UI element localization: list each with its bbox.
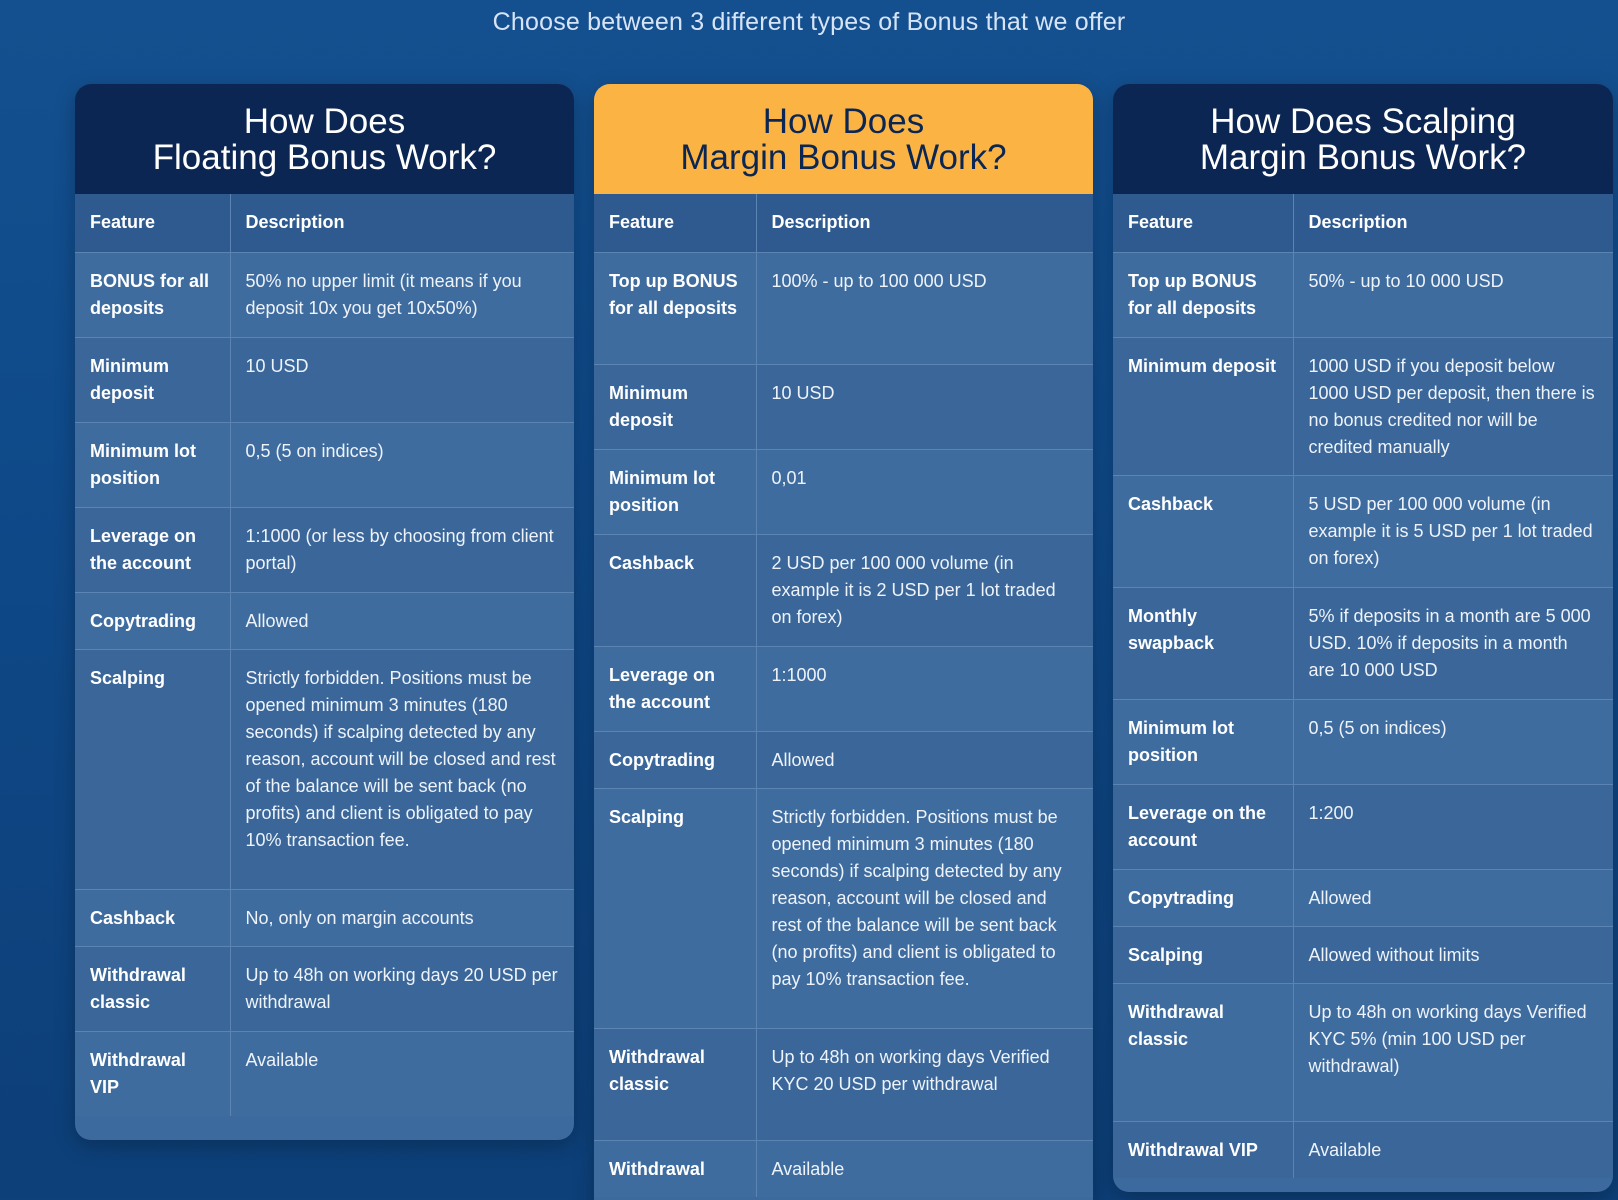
table-row	[594, 364, 1093, 449]
table-row	[75, 507, 574, 592]
scalping-margin-bonus-table	[1113, 194, 1613, 1178]
feature-cell: Top up BONUS for all deposits	[594, 252, 756, 364]
table-row	[75, 946, 574, 1031]
description-cell: 5 USD per 100 000 volume (in example it is 5 USD per 1 lot traded on forex)	[1293, 475, 1613, 587]
description-cell: 1:1000 (or less by choosing from client portal)	[230, 507, 574, 592]
floating-bonus-table	[75, 194, 574, 1116]
table-row	[1113, 475, 1613, 587]
description-cell: Allowed	[230, 592, 574, 649]
description-cell: 1:1000	[756, 646, 1093, 731]
feature-cell: Withdrawal VIP	[1113, 1121, 1293, 1178]
feature-column-header: Feature	[75, 194, 230, 252]
scalping-margin-bonus-card	[1113, 84, 1613, 1192]
description-cell: Up to 48h on working days Verified KYC 5% (min 100 USD per withdrawal)	[1293, 983, 1613, 1121]
description-cell: 5% if deposits in a month are 5 000 USD. 10% if deposits in a month are 10 000 USD	[1293, 587, 1613, 699]
feature-cell: Minimum lot position	[1113, 699, 1293, 784]
scalping-margin-bonus-title	[1113, 84, 1613, 194]
feature-cell: Scalping	[75, 649, 230, 889]
table-row	[1113, 784, 1613, 869]
table-row	[594, 731, 1093, 788]
title-line-2: Floating Bonus Work?	[152, 138, 497, 177]
feature-cell: Withdrawal VIP	[75, 1031, 230, 1116]
table-row	[594, 1028, 1093, 1140]
table-row	[75, 422, 574, 507]
table-row	[1113, 587, 1613, 699]
feature-cell: Minimum deposit	[75, 337, 230, 422]
table-row	[594, 788, 1093, 1028]
description-cell: No, only on margin accounts	[230, 889, 574, 946]
description-column-header: Description	[1293, 194, 1613, 252]
title-line-2: Margin Bonus Work?	[680, 138, 1007, 177]
description-cell: 1000 USD if you deposit below 1000 USD per deposit, then there is no bonus credited nor will be credited manually	[1293, 337, 1613, 475]
description-cell: 100% - up to 100 000 USD	[756, 252, 1093, 364]
table-row	[1113, 252, 1613, 337]
title-line-1: How Does	[243, 102, 406, 141]
table-header-row	[1113, 194, 1613, 252]
feature-column-header: Feature	[594, 194, 756, 252]
feature-cell: Withdrawal classic	[75, 946, 230, 1031]
table-row	[1113, 869, 1613, 926]
description-cell: 50% no upper limit (it means if you deposit 10x you get 10x50%)	[230, 252, 574, 337]
table-row	[1113, 926, 1613, 983]
description-cell: 50% - up to 10 000 USD	[1293, 252, 1613, 337]
description-cell: Available	[230, 1031, 574, 1116]
table-row	[1113, 699, 1613, 784]
table-row	[75, 649, 574, 889]
table-row	[594, 449, 1093, 534]
table-row	[75, 592, 574, 649]
title-line-1: How Does	[762, 102, 925, 141]
description-cell: Strictly forbidden. Positions must be opened minimum 3 minutes (180 seconds) if scalping detected by any reason, account will be closed and rest of the balance will be sent back (no profits) and client is obligated to pay 10% transaction fee.	[230, 649, 574, 889]
feature-cell: Minimum lot position	[594, 449, 756, 534]
table-row	[594, 534, 1093, 646]
description-cell: 10 USD	[756, 364, 1093, 449]
description-column-header: Description	[756, 194, 1093, 252]
description-cell: 0,01	[756, 449, 1093, 534]
table-header-row	[75, 194, 574, 252]
description-column-header: Description	[230, 194, 574, 252]
feature-cell: Copytrading	[75, 592, 230, 649]
description-cell: 0,5 (5 on indices)	[1293, 699, 1613, 784]
feature-cell: Leverage on the account	[75, 507, 230, 592]
feature-cell: Withdrawal classic	[594, 1028, 756, 1140]
description-cell: Allowed	[1293, 869, 1613, 926]
feature-cell: Scalping	[594, 788, 756, 1028]
table-row	[594, 252, 1093, 364]
description-cell: Strictly forbidden. Positions must be opened minimum 3 minutes (180 seconds) if scalping detected by any reason, account will be closed and rest of the balance will be sent back (no profits) and client is obligated to pay 10% transaction fee.	[756, 788, 1093, 1028]
description-cell: 2 USD per 100 000 volume (in example it is 2 USD per 1 lot traded on forex)	[756, 534, 1093, 646]
table-row	[594, 1140, 1093, 1197]
feature-cell: Copytrading	[594, 731, 756, 788]
margin-bonus-table	[594, 194, 1093, 1197]
margin-bonus-card	[594, 84, 1093, 1200]
feature-cell: Minimum deposit	[1113, 337, 1293, 475]
feature-cell: Top up BONUS for all deposits	[1113, 252, 1293, 337]
feature-cell: Withdrawal	[594, 1140, 756, 1197]
title-line-1: How Does Scalping	[1210, 102, 1516, 141]
margin-bonus-title	[594, 84, 1093, 194]
description-cell: Allowed without limits	[1293, 926, 1613, 983]
description-cell: Up to 48h on working days Verified KYC 20 USD per withdrawal	[756, 1028, 1093, 1140]
feature-cell: Leverage on the account	[1113, 784, 1293, 869]
feature-cell: Cashback	[75, 889, 230, 946]
feature-cell: BONUS for all deposits	[75, 252, 230, 337]
feature-cell: Copytrading	[1113, 869, 1293, 926]
feature-column-header: Feature	[1113, 194, 1293, 252]
title-line-2: Margin Bonus Work?	[1199, 138, 1527, 177]
page-subtitle: Choose between 3 different types of Bonus that we offer	[492, 8, 1126, 36]
feature-cell: Minimum deposit	[594, 364, 756, 449]
feature-cell: Monthly swapback	[1113, 587, 1293, 699]
table-header-row	[594, 194, 1093, 252]
description-cell: 1:200	[1293, 784, 1613, 869]
description-cell: Up to 48h on working days 20 USD per withdrawal	[230, 946, 574, 1031]
table-row	[1113, 1121, 1613, 1178]
description-cell: Available	[756, 1140, 1093, 1197]
table-row	[594, 646, 1093, 731]
table-row	[75, 252, 574, 337]
description-cell: 0,5 (5 on indices)	[230, 422, 574, 507]
table-row	[75, 337, 574, 422]
description-cell: Allowed	[756, 731, 1093, 788]
feature-cell: Cashback	[594, 534, 756, 646]
table-row	[75, 889, 574, 946]
description-cell: 10 USD	[230, 337, 574, 422]
floating-bonus-title	[75, 84, 574, 194]
feature-cell: Withdrawal classic	[1113, 983, 1293, 1121]
table-row	[1113, 983, 1613, 1121]
feature-cell: Minimum lot position	[75, 422, 230, 507]
table-row	[75, 1031, 574, 1116]
feature-cell: Scalping	[1113, 926, 1293, 983]
feature-cell: Leverage on the account	[594, 646, 756, 731]
table-row	[1113, 337, 1613, 475]
feature-cell: Cashback	[1113, 475, 1293, 587]
description-cell: Available	[1293, 1121, 1613, 1178]
floating-bonus-card	[75, 84, 574, 1140]
